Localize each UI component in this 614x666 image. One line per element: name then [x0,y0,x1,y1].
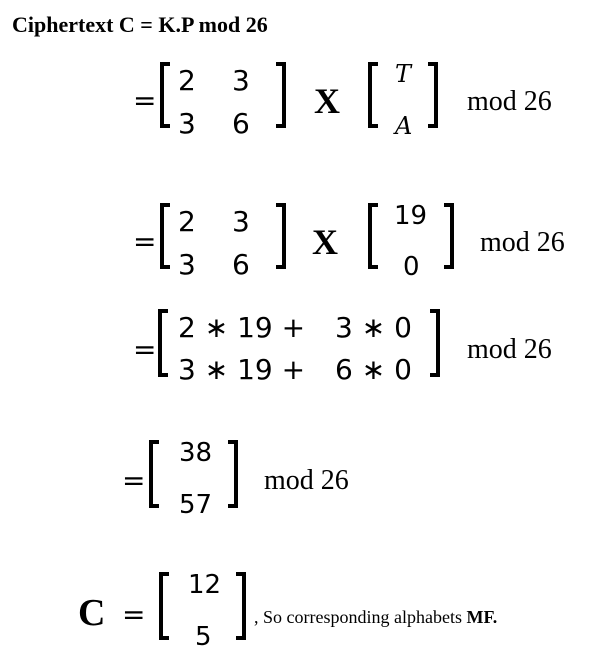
equals-sign: = [133,84,157,117]
matrix-cell: 3 [232,64,250,97]
right-bracket [426,62,440,128]
matrix-cell: 3 ∗ 0 [335,311,412,344]
title: Ciphertext C = K.P mod 26 [12,12,268,37]
equals-sign: = [133,333,157,366]
result-note-text: , So corresponding alphabets [254,607,467,627]
vector-cell: 0 [403,252,420,282]
right-bracket [226,440,240,508]
vector-cell: T [395,60,412,88]
mod-label: mod 26 [480,227,565,258]
right-bracket [234,572,248,640]
multiply-sign: X [312,222,338,262]
vector-cell: 19 [394,201,428,231]
vector-cell: 12 [188,570,222,600]
matrix-cell: 3 [178,107,196,140]
right-bracket [428,309,442,377]
equals-sign: = [122,598,146,631]
matrix-cell: 6 [232,107,250,140]
matrix-cell: 3 [232,205,250,238]
right-bracket [442,203,456,269]
left-bracket [158,203,172,269]
left-bracket [156,309,170,377]
ciphertext-symbol: C [78,592,106,634]
vector-cell: 57 [179,490,213,520]
left-bracket [158,62,172,128]
mod-label: mod 26 [467,334,552,365]
vector-cell: 5 [195,622,212,652]
left-bracket [157,572,171,640]
result-alphabets: MF. [466,607,498,627]
right-bracket [274,203,288,269]
left-bracket [147,440,161,508]
matrix-cell: 3 [178,248,196,281]
vector-cell: 38 [179,438,213,468]
left-bracket [366,62,380,128]
matrix-cell: 2 [178,64,196,97]
right-bracket [274,62,288,128]
equals-sign: = [133,225,157,258]
mod-label: mod 26 [467,86,552,117]
left-bracket [366,203,380,269]
result-note [254,607,497,628]
matrix-cell: 3 ∗ 19 + [178,353,306,386]
matrix-cell: 2 [178,205,196,238]
mod-label: mod 26 [264,465,349,496]
matrix-cell: 6 [232,248,250,281]
equals-sign: = [122,464,146,497]
vector-cell: A [395,112,413,140]
multiply-sign: X [314,81,340,121]
matrix-cell: 6 ∗ 0 [335,353,412,386]
matrix-cell: 2 ∗ 19 + [178,311,306,344]
